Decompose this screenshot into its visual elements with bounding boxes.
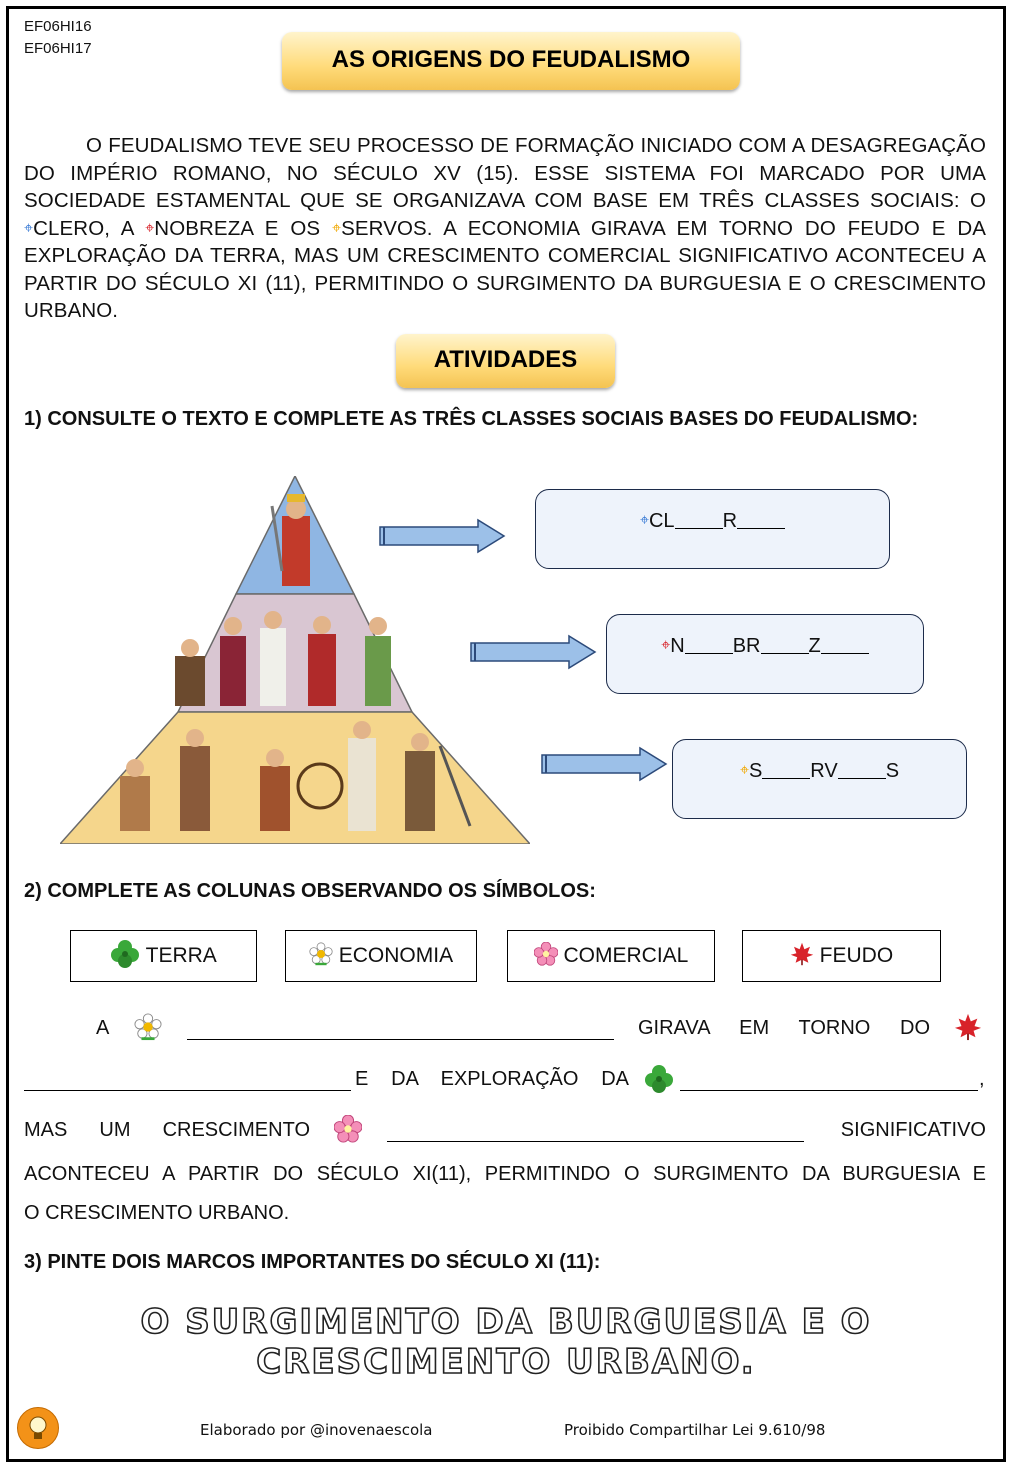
code-1: EF06HI16 [24,18,92,35]
line2-end: , [979,1068,985,1090]
clero-letter-2: R [722,510,738,532]
blank-field[interactable] [762,762,810,779]
fill-line-4: ACONTECEU A PARTIR DO SÉCULO XI(11), PERMITINDO O SURGIMENTO DA BURGUESIA E [24,1163,986,1185]
bubble-text-1[interactable]: O SURGIMENTO DA BURGUESIA E O [140,1302,872,1342]
line1-start: A [96,1017,110,1039]
intro-part1: O FEUDALISMO TEVE SEU PROCESSO DE FORMAÇÃO INICIADO COM A DESAGREGAÇÃO DO IMPÉRIO ROMANO, NO SÉCULO XV (15). ESSE SISTEMA FOI MARCADO POR UMA SOCIEDADE ESTAMENTAL QUE SE ORGANIZAVA COM BASE EM TRÊS CLASSES SOCIAIS: O [24,134,986,212]
answer-box-nobreza[interactable] [606,614,924,694]
option-economia [285,930,477,982]
servos-marker-icon: ⌖ [739,762,749,779]
intro-servos: SERVOS. A ECONOMIA GIRAVA EM TORNO DO FEUDO E DA EXPLORAÇÃO DA TERRA, MAS UM CRESCIMENTO COMERCIAL SIGNIFICATIVO ACONTECEU A PARTIR DO SÉCULO XI (11), PERMITINDO O SURGIMENTO DA BURGUESIA E O CRESCIMENTO URBANO. [24,216,987,322]
servos-letter-1: S [748,760,763,782]
line3-end: SIGNIFICATIVO [840,1119,986,1141]
clover-icon [644,1064,674,1094]
daisy-icon [134,1013,162,1041]
activities-title: ATIVIDADES [396,334,615,388]
option-label: FEUDO [819,944,894,967]
servos-marker-icon: ⌖ [332,219,342,237]
blank-field[interactable] [821,637,869,654]
nobreza-letter-2: BR [732,635,761,657]
arrow-clero-icon [378,518,508,554]
option-terra [70,930,257,982]
footer-law: Proibido Compartilhar Lei 9.610/98 [564,1421,826,1439]
answer-box-servos[interactable] [672,739,967,819]
clero-letter-1: CL [648,510,675,532]
pink-flower-icon [334,1115,362,1143]
blank-field[interactable] [685,637,733,654]
answer-box-clero[interactable] [535,489,890,569]
option-label: COMERCIAL [563,944,689,967]
intro-paragraph [24,132,986,325]
line2-middle: E DA EXPLORAÇÃO DA [355,1068,629,1090]
clero-marker-icon: ⌖ [24,219,34,237]
maple-leaf-icon [954,1013,982,1041]
servos-letter-2: RV [810,760,838,782]
blank-field[interactable] [761,637,809,654]
arrow-servos-icon [540,746,670,782]
nobreza-marker-icon: ⌖ [661,637,671,654]
arrow-nobreza-icon [469,634,599,670]
nobreza-letter-1: N [670,635,685,657]
code-2: EF06HI17 [24,40,92,57]
question-2: 2) COMPLETE AS COLUNAS OBSERVANDO OS SÍMBOLOS: [24,880,596,902]
answer-line-economia[interactable] [187,1039,614,1040]
nobreza-letter-3: Z [808,635,821,657]
page-title: AS ORIGENS DO FEUDALISMO [282,32,740,90]
option-comercial [507,930,715,982]
answer-line-comercial[interactable] [387,1141,804,1142]
blank-field[interactable] [838,762,886,779]
option-label: ECONOMIA [338,944,454,967]
pink-flower-icon [534,942,558,966]
clero-marker-icon: ⌖ [639,512,649,529]
option-label: TERRA [145,944,217,967]
inovenaescola-logo [17,1407,59,1449]
servos-letter-3: S [885,760,900,782]
footer-credit: Elaborado por @inovenaescola [200,1421,433,1439]
lightbulb-icon [18,1408,58,1448]
clover-icon [110,939,140,969]
line1-middle: GIRAVA EM TORNO DO [638,1017,930,1039]
nobreza-marker-icon: ⌖ [145,219,155,237]
daisy-icon [309,942,333,966]
fill-line-5: O CRESCIMENTO URBANO. [24,1202,290,1224]
question-3: 3) PINTE DOIS MARCOS IMPORTANTES DO SÉCULO XI (11): [24,1251,601,1273]
maple-leaf-icon [790,942,814,966]
question-1: 1) CONSULTE O TEXTO E COMPLETE AS TRÊS CLASSES SOCIAIS BASES DO FEUDALISMO: [24,408,919,430]
bubble-text-2[interactable]: CRESCIMENTO URBANO. [256,1342,756,1382]
curriculum-codes [24,16,92,60]
line3-start: MAS UM CRESCIMENTO [24,1119,310,1141]
answer-line-feudo[interactable] [24,1090,351,1091]
intro-clero: CLERO, A [33,216,146,240]
blank-field[interactable] [737,512,785,529]
answer-line-terra[interactable] [680,1090,978,1091]
option-feudo [742,930,941,982]
intro-nobreza: NOBREZA E OS [154,216,333,240]
blank-field[interactable] [675,512,723,529]
